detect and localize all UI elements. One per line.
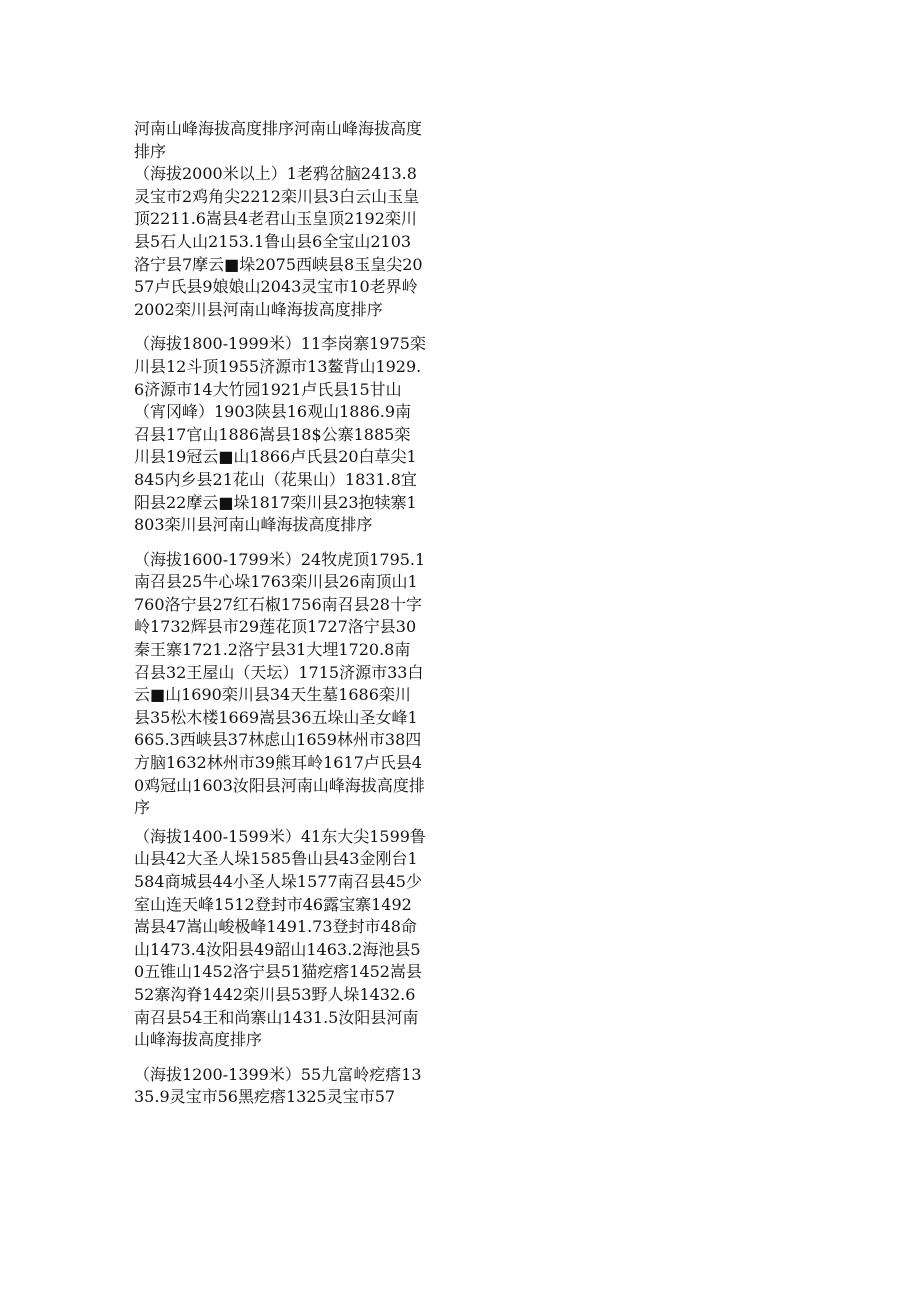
section-1400-1599m: （海拔1400-1599米）41东大尖1599鲁山县42大圣人垛1585鲁山县43金刚台1584商城县44小圣人垛1577南召县45少室山连天峰1512登封市46露宝寨1492嵩县47嵩山峻极峰1491.73登封市48命山1473.4汝阳县49韶山1463.2海池县50五锥山1452洛宁县51猫疙瘩1452嵩县52寨沟脊1442栾川县53野人垛1432.6南召县54王和尚寨山1431.5汝阳县河南山峰海拔高度排序 bbox=[134, 826, 426, 1050]
section-1600-1799m: （海拔1600-1799米）24牧虎顶1795.1南召县25牛心垛1763栾川县26南顶山1760洛宁县27红石椒1756南召县28十字岭1732辉县市29莲花顶1727洛宁县30秦王寨1721.2洛宁县31大埋1720.8南召县32王屋山（天坛）1715济源市33白云■山1690栾川县34天生墓1686栾川县35松木楼1669嵩县36五垛山圣女峰1665.3西峡县37林虑山1659林州市38四方脑1632林州市39熊耳岭1617卢氏县40鸡冠山1603汝阳县河南山峰海拔高度排序 bbox=[134, 549, 426, 818]
document-body bbox=[134, 118, 426, 1109]
section-1800-1999m: （海拔1800-1999米）11李岗寨1975栾川县12斗顶1955济源市13鳌背山1929.6济源市14大竹园1921卢氏县15甘山（宵冈峰）1903陕县16观山1886.9南召县17官山1886嵩县18$公寨1885栾川县19冠云■山1866卢氏县20白草尖1845内乡县21花山（花果山）1831.8宜阳县22摩云■垛1817栾川县23抱犊寨1803栾川县河南山峰海拔高度排序 bbox=[134, 334, 426, 535]
section-above-2000m: （海拔2000米以上）1老鸦岔脑2413.8灵宝市2鸡角尖2212栾川县3白云山玉皇顶2211.6嵩县4老君山玉皇顶2192栾川县5石人山2153.1鲁山县6全宝山2103洛宁县7摩云■垛2075西峡县8玉皇尖2057卢氏县9娘娘山2043灵宝市10老界岭2002栾川县河南山峰海拔高度排序 bbox=[134, 164, 423, 319]
document-title: 河南山峰海拔高度排序河南山峰海拔高度排序 bbox=[134, 119, 423, 161]
section-1200-1399m: （海拔1200-1399米）55九富岭疙瘩1335.9灵宝市56黑疙瘩1325灵宝市57 bbox=[134, 1064, 422, 1107]
